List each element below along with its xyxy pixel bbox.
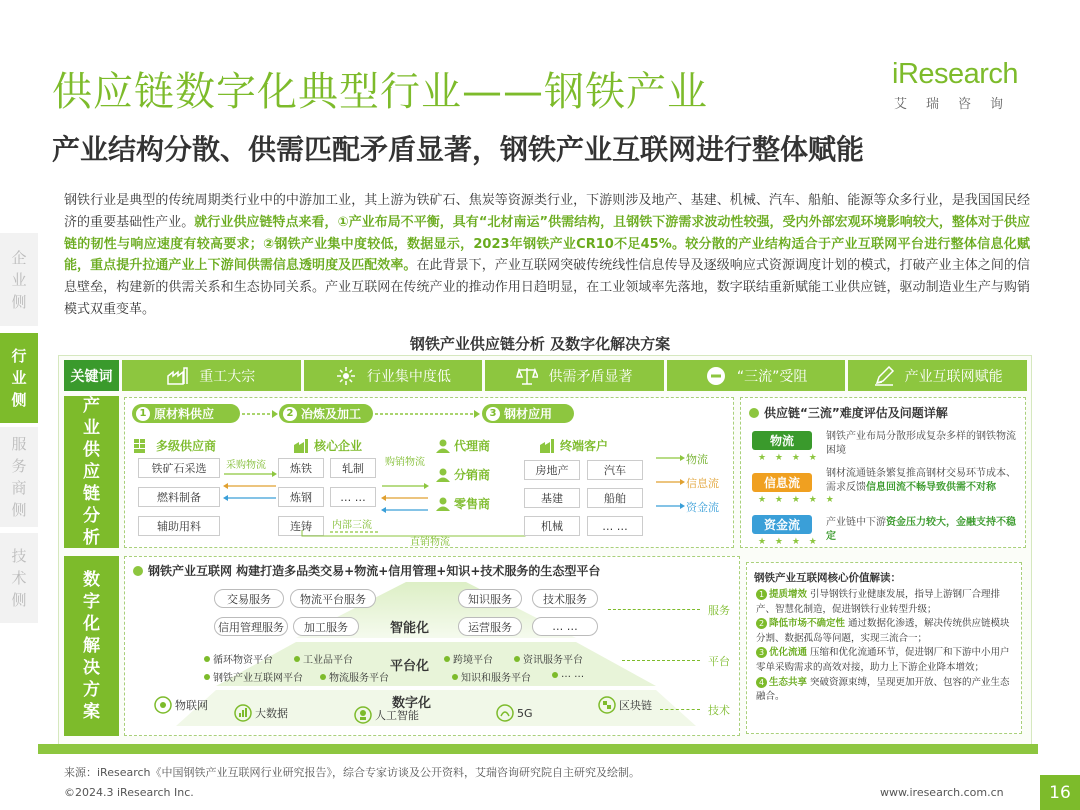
buy-sell-logistics-label: 购销物流 [385, 457, 425, 468]
digital-solution-label: 数 字 化 解 决 方 案 [64, 556, 119, 736]
core-value-title: 钢铁产业互联网核心价值解读： [754, 572, 901, 584]
stage-arrow-1 [242, 408, 278, 420]
service-knowledge: 知识服务 [458, 589, 522, 608]
supplier-fuel: 燃料制备 [138, 487, 220, 507]
platform-steel-internet: 钢铁产业互联网平台 [204, 669, 303, 684]
person-icon [436, 468, 450, 482]
side-tab-technology[interactable]: 技 术 侧 [0, 533, 38, 623]
platform-industrial: 工业品平台 [294, 651, 353, 666]
person-icon [436, 439, 450, 453]
source-note: 来源：iResearch《中国钢铁产业互联网行业研究报告》，综合专家访谈及公开资料，艾瑞咨询研究院自主研究及绘制。 [64, 766, 641, 779]
copyright: ©2024.3 iResearch Inc. [64, 786, 194, 799]
signal-icon [496, 704, 514, 722]
stage-smelting: 2 冶炼及加工 [279, 404, 373, 423]
keyword-bar [64, 360, 1027, 391]
core-casting: 连铸 [278, 516, 324, 536]
layer-intelligent: 智能化 [390, 621, 430, 636]
service-credit: 信用管理服务 [214, 617, 288, 636]
right-label-platform: 平台 [708, 655, 730, 668]
flow-legend-capital: 资金流 [686, 501, 719, 514]
layer-digital: 数字化 [392, 696, 432, 711]
factory-small-icon [540, 439, 556, 453]
platform-info: 资讯服务平台 [514, 651, 583, 666]
suppliers-header: 多级供应商 [134, 437, 216, 454]
right-label-service: 服务 [708, 604, 730, 617]
keyword-heavy-industry: 重工大宗 [122, 360, 301, 391]
stage-raw-material: 1 原材料供应 [132, 404, 240, 423]
side-tab-service-provider[interactable]: 服 务 商 侧 [0, 427, 38, 527]
stage-application: 3 钢材应用 [482, 404, 574, 423]
digital-title: 钢铁产业互联网 构建打造多品类交易+物流+信用管理+知识+技术服务的生态型平台 [132, 562, 600, 579]
right-label-tech: 技术 [708, 704, 730, 717]
person-icon [436, 497, 450, 511]
core-value-item-2: 2 降低市场不确定性 通过数据化渗透，解决传统供应链模块分割、数据孤岛等问题，实现三流合一； [756, 618, 1010, 644]
keyword-low-concentration: 行业集中度低 [304, 360, 483, 391]
flow-legend-logistics: 物流 [686, 453, 708, 466]
platform-dash [622, 660, 700, 661]
customer-infrastructure: 基建 [524, 488, 580, 508]
tech-5g: 5G [496, 704, 533, 722]
flow-tag-logistics: 物流 [752, 431, 812, 450]
core-value-item-3: 3 优化流通 压缩和优化流通环节，促进钢厂和下游中小用户零单采购需求的高效对接，助力上下游企业降本增效； [756, 647, 1010, 673]
page-number: 16 [1040, 775, 1080, 810]
customer-real-estate: 房地产 [524, 460, 580, 480]
page-subtitle: 产业结构分散、供需匹配矛盾显著，钢铁产业互联网进行整体赋能 [52, 133, 865, 166]
service-dash [608, 609, 700, 610]
blockchain-icon [598, 696, 616, 714]
dealer-distributor: 分销商 [436, 466, 490, 483]
factory-small-icon [294, 439, 310, 453]
core-value-item-4: 4 生态共享 突破资源束缚，呈现更加开放、包容的产业生态融合。 [756, 676, 1010, 703]
supplier-aux: 辅助用料 [138, 516, 220, 536]
core-more: … … [330, 487, 376, 507]
layer-platform: 平台化 [390, 659, 430, 674]
tech-dash [660, 709, 700, 710]
core-header: 核心企业 [294, 437, 362, 454]
side-tab-industry[interactable]: 行 业 侧 [0, 333, 38, 423]
platform-knowledge: 知识和服务平台 [452, 669, 531, 684]
flow-legend-arrows [656, 452, 686, 512]
factory-icon [167, 366, 189, 386]
bullet-icon [748, 407, 760, 419]
direct-logistics-label: 直销物流 [410, 537, 450, 548]
purchase-arrows [222, 470, 278, 510]
sparkle-icon [335, 366, 357, 386]
buy-sell-arrows [380, 482, 430, 522]
service-logistics: 物流平台服务 [290, 589, 376, 608]
customer-machinery: 机械 [524, 516, 580, 536]
core-value-list [756, 588, 1018, 705]
flow-tag-information: 信息流 [752, 473, 812, 492]
bottom-bar [38, 744, 1038, 754]
blocked-icon [705, 366, 727, 386]
supplier-ore: 铁矿石采选 [138, 458, 220, 478]
flow-stars-logistics: ★ ★ ★ ★ [758, 453, 820, 463]
core-steelmaking: 炼钢 [278, 487, 324, 507]
keyword-three-flows: “三流”受阻 [667, 360, 846, 391]
bigdata-icon [234, 704, 252, 722]
core-ironmaking: 炼铁 [278, 458, 324, 478]
flow-tag-capital: 资金流 [752, 515, 812, 534]
core-rolling: 轧制 [330, 458, 376, 478]
customer-shipping: 船舶 [587, 488, 643, 508]
internal-flows-label: 内部三流 [332, 520, 372, 531]
service-processing: 加工服务 [293, 617, 359, 636]
customer-auto: 汽车 [587, 460, 643, 480]
intro-paragraph: 钢铁行业是典型的传统周期类行业中的中游加工业，其上游为铁矿石、焦炭等资源类行业，下游则涉及地产、基建、机械、汽车、船舶、能源等众多行业，是我国国民经济的重要基础性产业。就行业供应链特点来看，①产业布局不平衡，具有“北材南运”供需结构，且钢铁下游需求波动性较强，受内外部宏观环境影响较大，整体对于供应链的韧性与响应速度有较高要求；②钢铁产业集中度较低，数据显示，2023年钢铁产业CR10不足45%。较分散的产业结构适合于产业互联网平台进行整体信息化赋能，重点提升拉通产业上下游间供需信息透明度及匹配效率。在此背景下，产业互联网突破传统线性信息传导及逐级响应式资源调度计划的模式，打破产业主体之间的信息壁垒，构建新的供需关系和生态协同关系。产业互联网在传统产业的推动作用日趋明显，在工业领域率先落地，数字联结重新赋能工业供应链，驱动制造业生产与购销模式双重变革。 [64, 193, 1030, 317]
side-tab-enterprise[interactable]: 企 业 侧 [0, 233, 38, 326]
keyword-empowerment: 产业互联网赋能 [848, 360, 1027, 391]
service-technology: 技术服务 [532, 589, 598, 608]
platform-logistics: 物流服务平台 [320, 669, 389, 684]
platform-more: … … [552, 669, 584, 680]
service-operations: 运营服务 [458, 617, 522, 636]
service-more: … … [532, 617, 598, 636]
flow-desc-information: 钢材流通链条繁复推高钢材交易环节成本、需求反馈信息回流不畅导致供需不对称 [826, 468, 1016, 493]
diagram-title: 钢铁产业供应链分析 及数字化解决方案 [409, 335, 671, 353]
flow-stars-information: ★ ★ ★ ★ ★ [758, 495, 837, 505]
flow-desc-capital: 产业链中下游资金压力较大，金融支持不稳定 [826, 517, 1016, 542]
customers-header: 终端客户 [540, 437, 608, 454]
website-url[interactable]: www.iresearch.com.cn [880, 786, 1004, 799]
keyword-supply-demand: 供需矛盾显著 [485, 360, 664, 391]
platform-recycle: 循环物资平台 [204, 651, 273, 666]
dealer-agent: 代理商 [436, 437, 490, 454]
tech-iot: 物联网 [154, 696, 208, 714]
core-value-item-1: 1 提质增效 引导钢铁行业健康发展，指导上游钢厂合理排产、智慧化制造，促进钢铁行业转型升级； [756, 589, 1001, 615]
logo-cn: 艾瑞咨询 [894, 97, 1023, 112]
platform-crossborder: 跨境平台 [444, 651, 493, 666]
pen-icon [873, 366, 895, 386]
supplier-grid-icon [134, 439, 152, 453]
stage-arrow-2 [375, 408, 480, 420]
supply-chain-label: 产 业 供 应 链 分 析 [64, 396, 119, 548]
purchase-logistics-label: 采购物流 [226, 460, 266, 471]
page-title: 供应链数字化典型行业——钢铁产业 [52, 69, 708, 115]
tech-bigdata: 大数据 [234, 704, 288, 722]
logo-brand: iResearch [892, 58, 1019, 90]
tech-ai: 人工智能 [354, 706, 419, 724]
flow-desc-logistics: 钢铁产业布局分散形成复杂多样的钢铁物流困境 [826, 431, 1016, 456]
three-flows-title: 供应链“三流”难度评估及问题详解 [748, 404, 948, 421]
dealer-retailer: 零售商 [436, 495, 490, 512]
service-trade: 交易服务 [214, 589, 284, 608]
customer-more: … … [587, 516, 643, 536]
scale-icon [516, 366, 538, 386]
bullet-icon [132, 565, 144, 577]
keyword-label: 关键词 [64, 360, 119, 391]
ai-icon [354, 706, 372, 724]
iot-icon [154, 696, 172, 714]
iresearch-logo [892, 58, 1023, 112]
flow-stars-capital: ★ ★ ★ ★ [758, 537, 820, 547]
flow-legend-information: 信息流 [686, 477, 719, 490]
tech-blockchain: 区块链 [598, 696, 652, 714]
